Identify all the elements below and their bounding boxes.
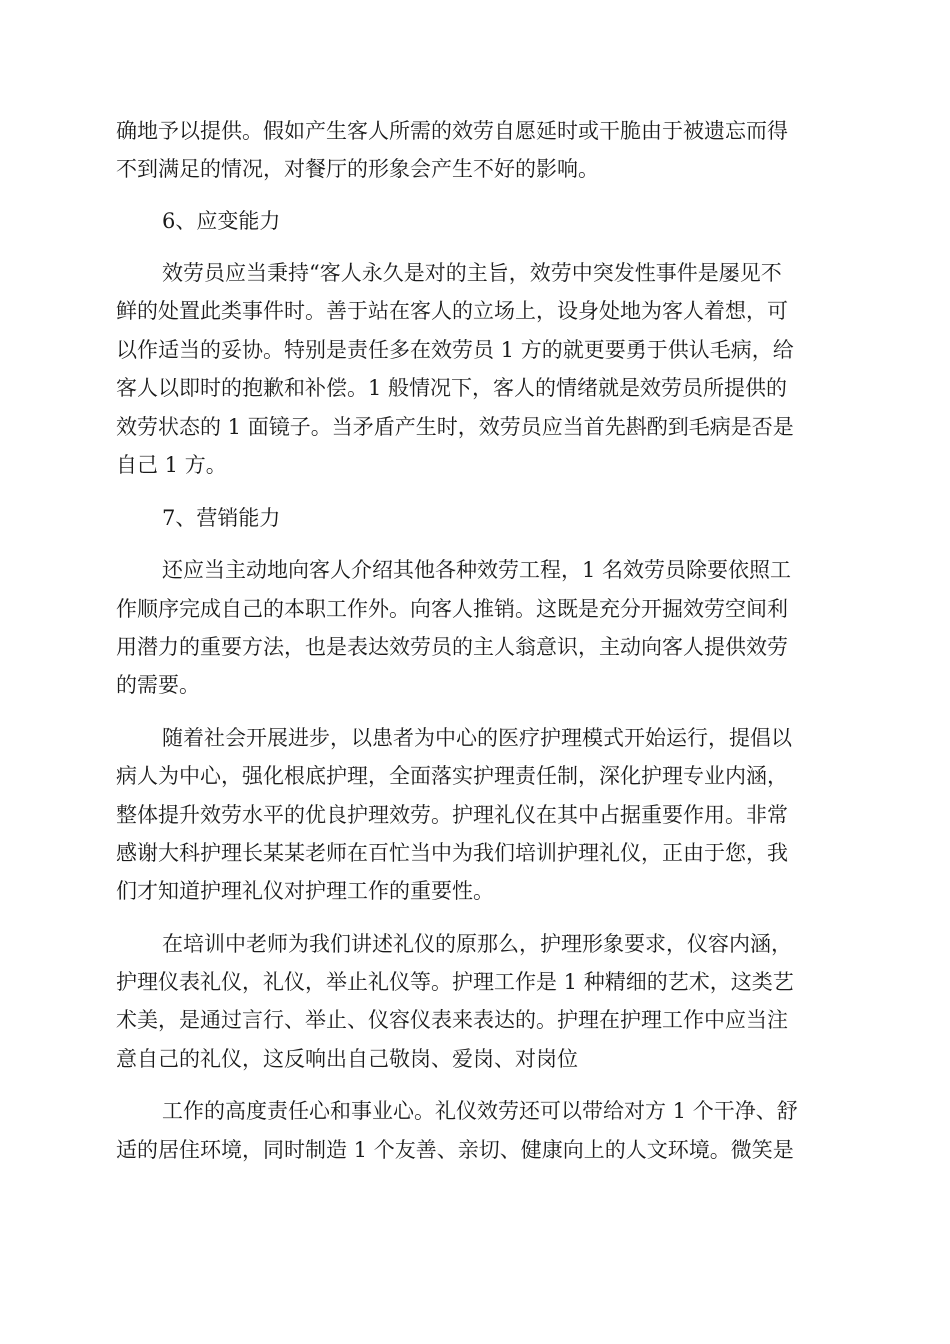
paragraph-line: 感谢大科护理长某某老师在百忙当中为我们培训护理礼仪，正由于您，我	[116, 841, 788, 865]
paragraph-line: 适的居住环境，同时制造 1 个友善、亲切、健康向上的人文环境。微笑是	[116, 1138, 794, 1162]
paragraph-line: 效劳状态的 1 面镜子。当矛盾产生时，效劳员应当首先斟酌到毛病是否是	[116, 415, 794, 439]
paragraph-line: 自己 1 方。	[116, 453, 227, 477]
paragraph-line: 用潜力的重要方法，也是表达效劳员的主人翁意识，主动向客人提供效劳	[116, 635, 788, 659]
paragraph-line: 不到满足的情况，对餐厅的形象会产生不好的影响。	[116, 157, 599, 181]
paragraph-line: 客人以即时的抱歉和补偿。1 般情况下，客人的情绪就是效劳员所提供的	[116, 376, 788, 400]
section-heading: 7、营销能力	[162, 506, 281, 530]
paragraph-line: 在培训中老师为我们讲述礼仪的原那么，护理形象要求，仪容内涵，	[162, 932, 792, 956]
paragraph-line: 的需要。	[116, 673, 200, 697]
paragraph-line: 作顺序完成自己的本职工作外。向客人推销。这既是充分开掘效劳空间利	[116, 597, 788, 621]
paragraph-line: 护理仪表礼仪，礼仪，举止礼仪等。护理工作是 1 种精细的艺术，这类艺	[116, 970, 794, 994]
paragraph-line: 确地予以提供。假如产生客人所需的效劳自愿延时或干脆由于被遗忘而得	[116, 119, 788, 143]
paragraph-line: 效劳员应当秉持“客人永久是对的主旨，效劳中突发性事件是屡见不	[162, 261, 782, 285]
paragraph-line: 意自己的礼仪，这反响出自己敬岗、爱岗、对岗位	[116, 1047, 578, 1071]
paragraph-line: 以作适当的妥协。特别是责任多在效劳员 1 方的就更要勇于供认毛病，给	[116, 338, 794, 362]
section-heading: 6、应变能力	[162, 209, 281, 233]
paragraph-line: 病人为中心，强化根底护理，全面落实护理责任制，深化护理专业内涵，	[116, 764, 788, 788]
paragraph-line: 术美，是通过言行、举止、仪容仪表来表达的。护理在护理工作中应当注	[116, 1008, 788, 1032]
paragraph-line: 们才知道护理礼仪对护理工作的重要性。	[116, 879, 494, 903]
paragraph-line: 整体提升效劳水平的优良护理效劳。护理礼仪在其中占据重要作用。非常	[116, 803, 788, 827]
paragraph-line: 工作的高度责任心和事业心。礼仪效劳还可以带给对方 1 个干净、舒	[162, 1099, 798, 1123]
paragraph-line: 还应当主动地向客人介绍其他各种效劳工程，1 名效劳员除要依照工	[162, 558, 792, 582]
paragraph-line: 随着社会开展进步，以患者为中心的医疗护理模式开始运行，提倡以	[162, 726, 792, 750]
paragraph-line: 鲜的处置此类事件时。善于站在客人的立场上，设身处地为客人着想，可	[116, 299, 788, 323]
